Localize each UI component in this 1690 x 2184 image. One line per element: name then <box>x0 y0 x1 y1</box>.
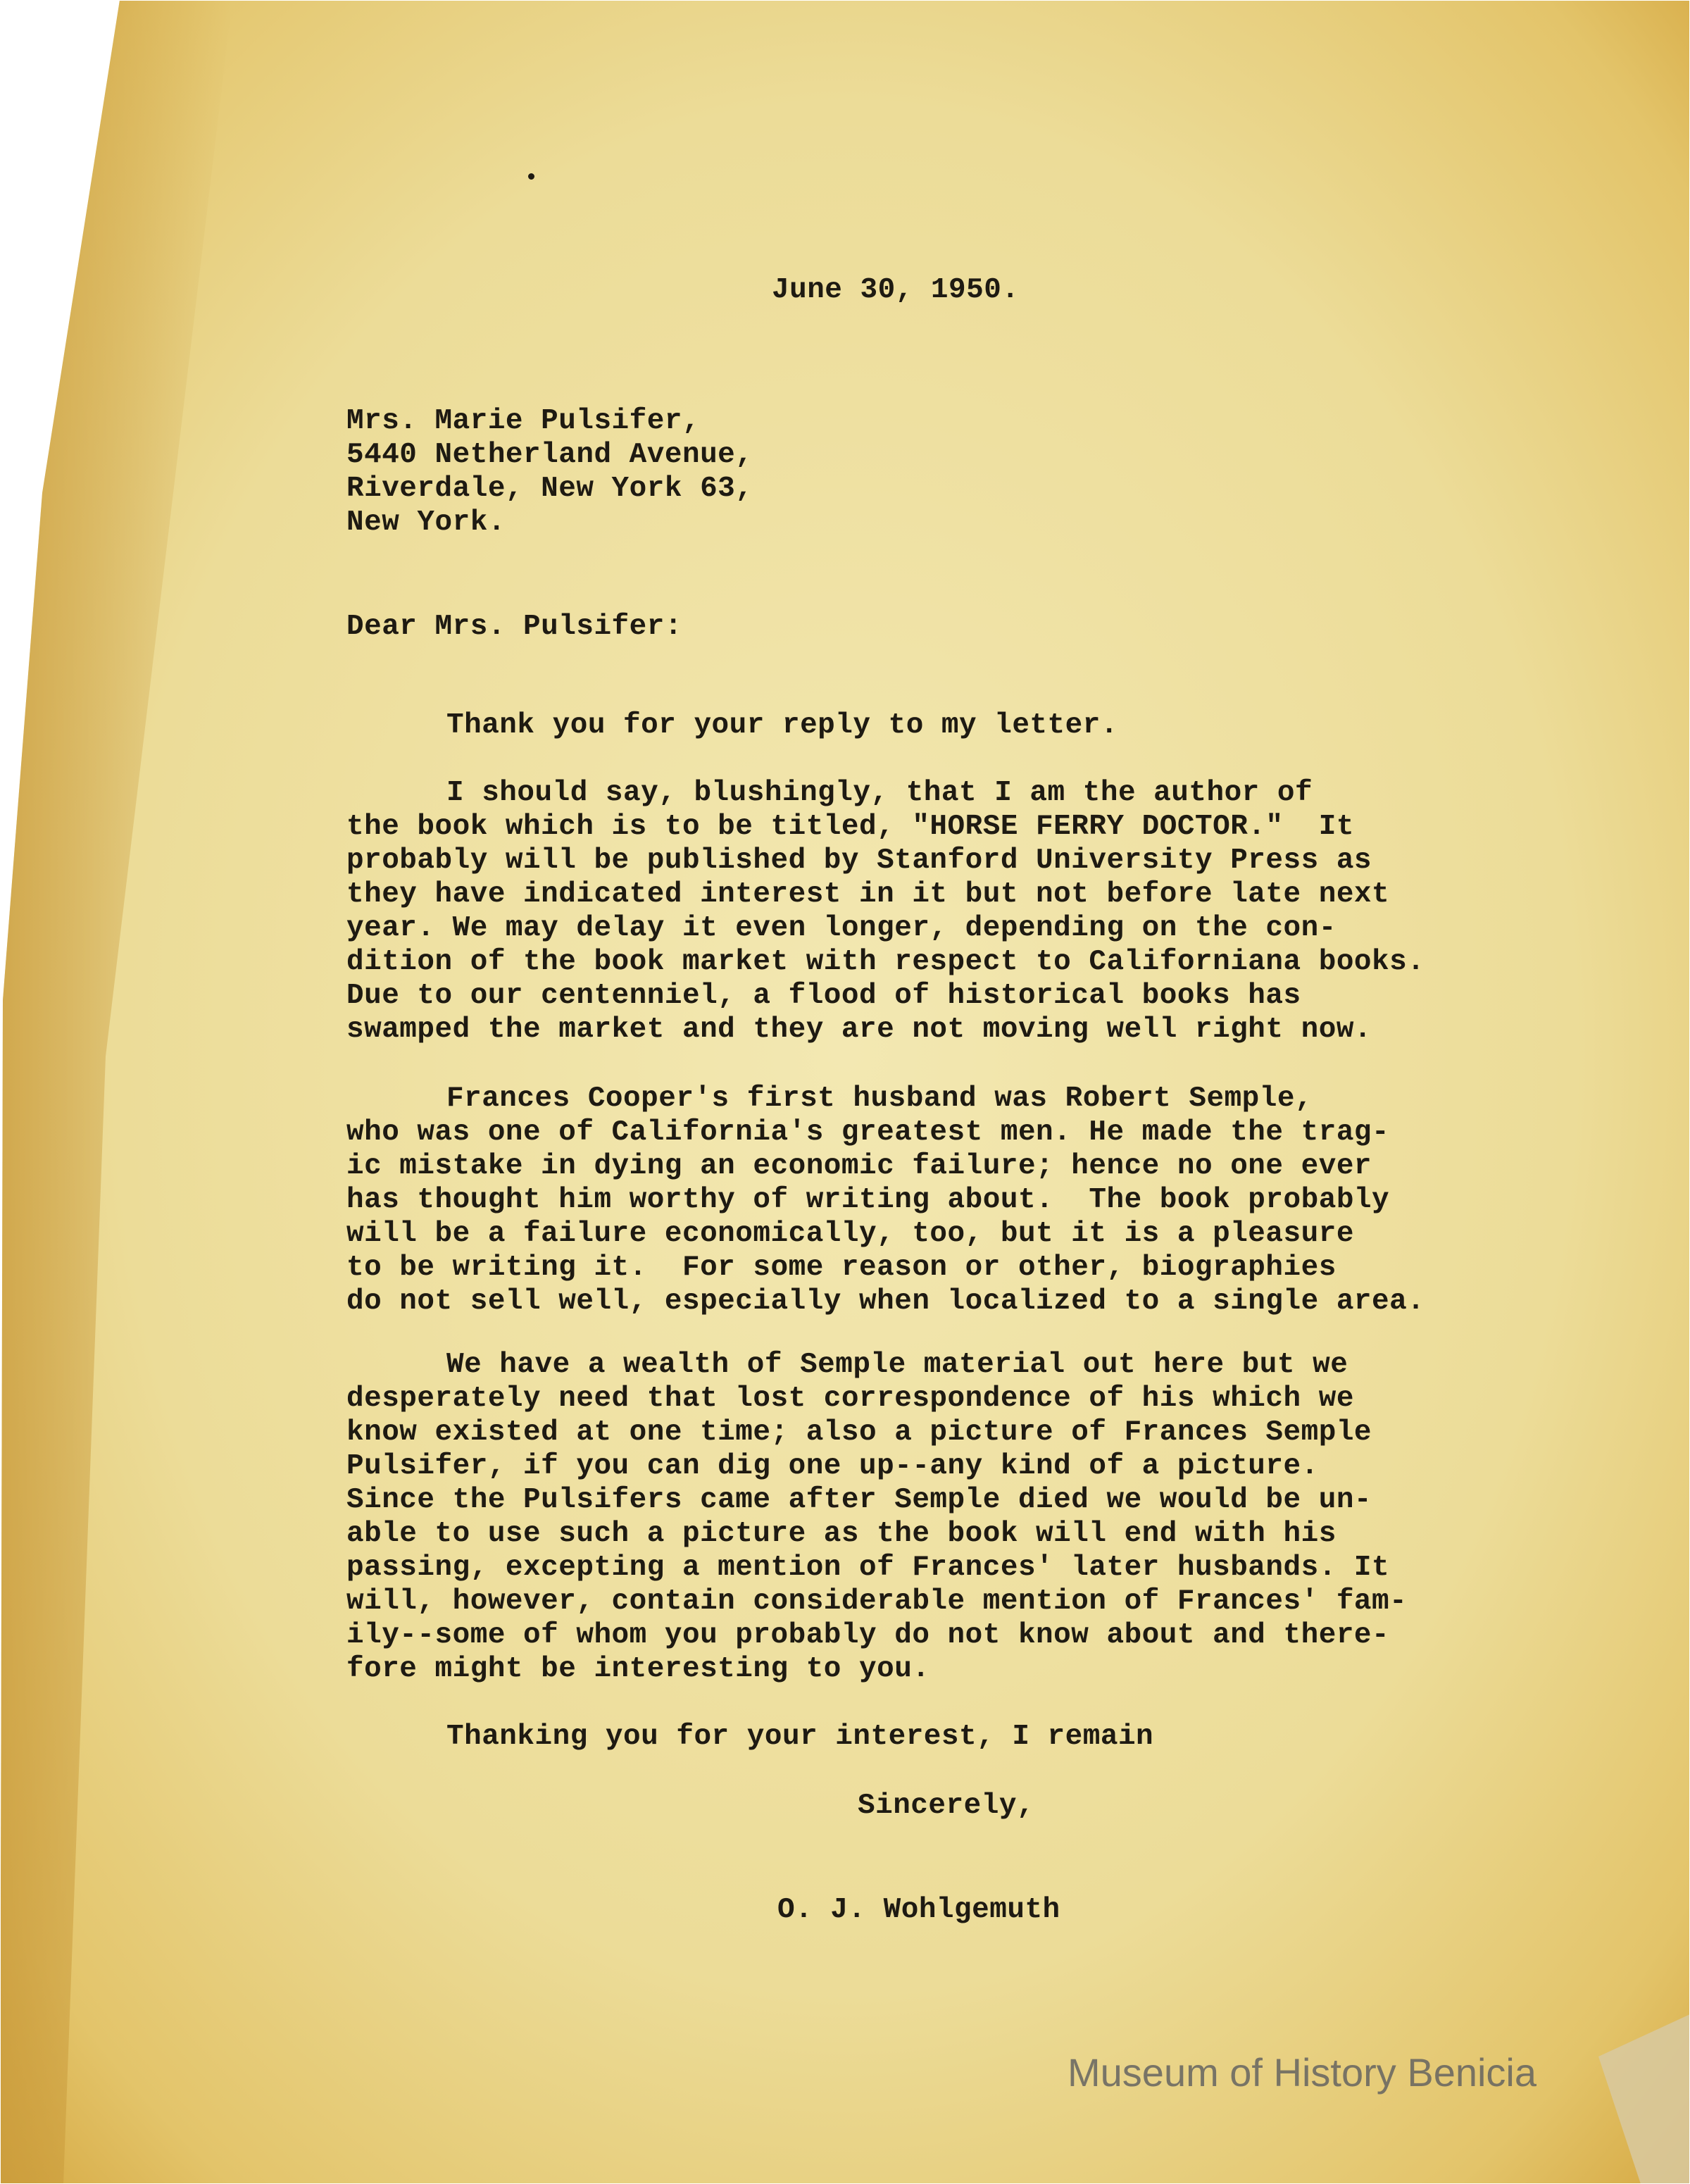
paragraph-line: Pulsifer, if you can dig one up--any kind of a picture. <box>346 1450 1319 1483</box>
paragraph-line: ic mistake in dying an economic failure; hence no one ever <box>346 1150 1372 1183</box>
paragraph-line: able to use such a picture as the book will end with his <box>346 1518 1337 1550</box>
salutation: Dear Mrs. Pulsifer: <box>346 611 682 643</box>
paragraph-line: will be a failure economically, too, but it is a pleasure <box>346 1218 1354 1250</box>
paragraph-line: dition of the book market with respect to Californiana books. <box>346 946 1425 978</box>
paragraph-line: has thought him worthy of writing about. The book probably <box>346 1184 1390 1216</box>
paragraph-line: We have a wealth of Semple material out here but we <box>446 1349 1348 1381</box>
paragraph-line: will, however, contain considerable mention of Frances' fam- <box>346 1585 1408 1618</box>
paragraph-line: they have indicated interest in it but not before late next <box>346 878 1390 911</box>
address-line: Riverdale, New York 63, <box>346 473 753 505</box>
paragraph-line: who was one of California's greatest men. He made the trag- <box>346 1116 1390 1149</box>
paragraph-line: year. We may delay it even longer, depending on the con- <box>346 912 1337 944</box>
paragraph-line: Frances Cooper's first husband was Robert Semple, <box>446 1082 1313 1115</box>
paragraph-line: do not sell well, especially when localized to a single area. <box>346 1285 1425 1318</box>
complimentary-close: Sincerely, <box>858 1790 1035 1822</box>
ink-speck <box>528 173 534 180</box>
paragraph-line: Due to our centenniel, a flood of historical books has <box>346 980 1301 1012</box>
paragraph-line: know existed at one time; also a picture of Frances Semple <box>346 1416 1372 1449</box>
paragraph-line: Thank you for your reply to my letter. <box>446 709 1118 742</box>
letter-date: June 30, 1950. <box>772 274 1020 306</box>
paragraph-line: the book which is to be titled, "HORSE FERRY DOCTOR." It <box>346 811 1354 843</box>
signer-name: O. J. Wohlgemuth <box>777 1894 1060 1926</box>
closing-line: Thanking you for your interest, I remain <box>446 1721 1154 1753</box>
museum-watermark: Museum of History Benicia <box>1068 2050 1537 2095</box>
paragraph-line: Since the Pulsifers came after Semple died we would be un- <box>346 1484 1372 1516</box>
paragraph-line: desperately need that lost correspondence of his which we <box>346 1383 1354 1415</box>
address-line: Mrs. Marie Pulsifer, <box>346 405 701 437</box>
paragraph-line: passing, excepting a mention of Frances' later husbands. It <box>346 1552 1390 1584</box>
paragraph-line: ily--some of whom you probably do not know about and there- <box>346 1619 1390 1652</box>
address-line: New York. <box>346 506 506 539</box>
paragraph-line: fore might be interesting to you. <box>346 1653 930 1685</box>
paragraph-line: probably will be published by Stanford University Press as <box>346 844 1372 877</box>
address-line: 5440 Netherland Avenue, <box>346 439 753 471</box>
paragraph-line: swamped the market and they are not moving well right now. <box>346 1013 1372 1046</box>
paragraph-line: to be writing it. For some reason or other, biographies <box>346 1252 1337 1284</box>
paragraph-line: I should say, blushingly, that I am the author of <box>446 777 1313 809</box>
